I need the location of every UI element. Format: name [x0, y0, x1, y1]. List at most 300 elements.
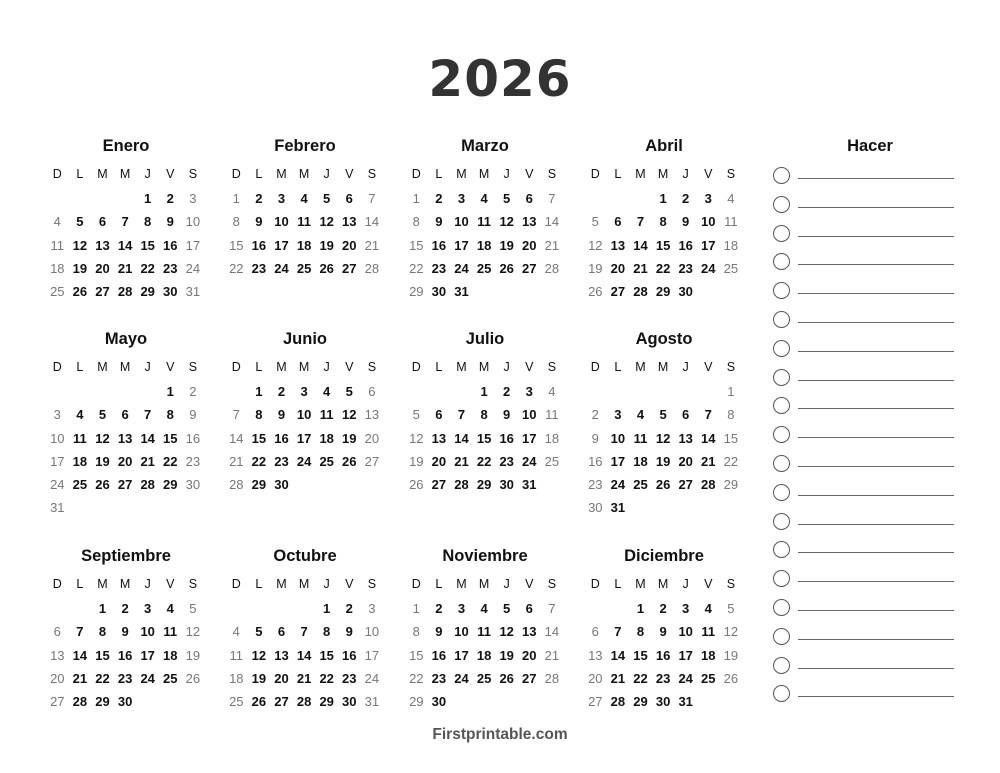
todo-title: Hacer	[847, 137, 893, 155]
weekday-header: M	[276, 360, 287, 374]
todo-item[interactable]	[773, 484, 958, 504]
day-cell: 31	[185, 284, 201, 300]
checkbox-circle-icon[interactable]	[773, 570, 790, 587]
day-cell: 7	[300, 624, 308, 640]
day-cell: 22	[633, 670, 648, 686]
weekday-header: V	[525, 360, 534, 374]
day-cell: 5	[503, 191, 511, 206]
day-cell: 5	[503, 601, 511, 616]
day-cell: 22	[409, 670, 424, 686]
empty-cell	[114, 187, 137, 210]
weekday-header: V	[525, 577, 534, 591]
day-cell: 2	[503, 384, 511, 399]
day-cell: 18	[633, 453, 648, 469]
day-cell: 17	[50, 453, 65, 469]
day-cell: 18	[72, 453, 88, 469]
day-cell: 12	[342, 407, 357, 423]
day-cell: 6	[435, 407, 443, 423]
day-cell: 15	[251, 430, 267, 446]
todo-write-line[interactable]	[798, 293, 954, 294]
day-cell: 8	[232, 214, 240, 230]
month-title: Abril	[645, 137, 683, 155]
day-cell: 9	[166, 214, 174, 230]
todo-write-line[interactable]	[798, 322, 954, 323]
empty-cell	[293, 473, 316, 496]
weekday-header: D	[411, 577, 421, 591]
todo-write-line[interactable]	[798, 236, 954, 237]
day-cell: 7	[636, 214, 645, 230]
day-cell: 9	[435, 214, 443, 230]
checkbox-circle-icon[interactable]	[773, 513, 790, 530]
footer-brand: Firstprintable.com	[432, 726, 568, 743]
week-row	[405, 667, 565, 690]
empty-cell	[518, 690, 541, 713]
day-cell: 31	[364, 694, 380, 710]
todo-write-line[interactable]	[798, 696, 954, 697]
day-cell: 10	[522, 407, 537, 423]
day-cell: 12	[723, 624, 739, 640]
weekday-header: D	[231, 167, 241, 181]
checkbox-circle-icon[interactable]	[773, 167, 790, 184]
day-cell: 8	[144, 214, 152, 230]
empty-cell	[69, 380, 92, 403]
day-cell: 5	[727, 601, 735, 616]
day-cell: 13	[117, 430, 133, 446]
weekday-header: S	[367, 167, 377, 181]
day-cell: 16	[431, 647, 447, 663]
day-cell: 7	[368, 191, 376, 206]
day-cell: 30	[499, 477, 514, 493]
todo-write-line[interactable]	[798, 408, 954, 409]
day-cell: 9	[682, 214, 690, 230]
weekday-header: M	[456, 360, 467, 374]
checkbox-circle-icon[interactable]	[773, 340, 790, 357]
day-cell: 14	[140, 430, 155, 446]
day-cell: 8	[255, 407, 263, 423]
weekday-header: J	[682, 167, 689, 181]
day-cell: 26	[499, 670, 514, 686]
day-cell: 28	[72, 694, 88, 710]
todo-write-line[interactable]	[798, 495, 954, 496]
weekday-header-row	[46, 356, 206, 380]
checkbox-circle-icon[interactable]	[773, 397, 790, 414]
day-cell: 23	[163, 260, 178, 276]
day-cell: 13	[522, 214, 537, 230]
weekday-header: L	[255, 577, 263, 591]
day-cell: 14	[610, 647, 626, 663]
day-cell: 3	[53, 407, 61, 423]
day-cell: 20	[678, 453, 693, 469]
month-title: Octubre	[273, 547, 337, 565]
weekday-header: M	[657, 360, 669, 374]
day-cell: 9	[121, 624, 129, 640]
empty-cell	[629, 380, 652, 403]
empty-cell	[607, 597, 630, 620]
weekday-header: V	[345, 577, 354, 591]
day-cell: 27	[95, 284, 110, 300]
day-cell: 4	[548, 384, 556, 399]
todo-item[interactable]	[773, 657, 958, 677]
weekday-header: M	[478, 577, 490, 591]
todo-item[interactable]	[773, 570, 958, 590]
day-cell: 11	[319, 407, 334, 423]
week-row	[584, 280, 744, 303]
day-cell: 1	[144, 191, 152, 206]
day-cell: 12	[409, 430, 424, 446]
day-cell: 2	[682, 191, 690, 206]
day-cell: 1	[636, 601, 645, 616]
day-cell: 7	[121, 214, 129, 230]
month-title: Mayo	[104, 330, 148, 348]
week-row	[225, 597, 385, 620]
week-row	[584, 257, 744, 280]
empty-cell	[315, 473, 338, 496]
day-cell: 11	[73, 430, 87, 446]
day-cell: 28	[610, 694, 626, 710]
day-cell: 16	[342, 647, 357, 663]
day-cell: 17	[610, 453, 626, 469]
week-row	[405, 210, 565, 233]
weekday-header: L	[435, 360, 443, 374]
day-cell: 9	[659, 624, 667, 640]
day-cell: 7	[548, 601, 556, 616]
empty-cell	[584, 597, 607, 620]
day-cell: 29	[476, 477, 492, 493]
day-cell: 11	[477, 214, 491, 230]
todo-write-line[interactable]	[798, 264, 954, 265]
day-cell: 6	[525, 601, 533, 616]
day-cell: 1	[323, 601, 331, 616]
day-cell: 19	[655, 453, 671, 469]
empty-cell	[495, 280, 518, 303]
todo-item[interactable]	[773, 599, 958, 619]
day-cell: 21	[117, 260, 133, 276]
todo-item[interactable]	[773, 685, 958, 705]
weekday-header: V	[166, 167, 175, 181]
week-row	[46, 187, 206, 210]
week-row	[584, 690, 744, 713]
day-cell: 9	[591, 430, 599, 446]
weekday-header: D	[52, 360, 62, 374]
day-cell: 12	[499, 214, 514, 230]
week-row	[584, 210, 744, 233]
day-cell: 26	[723, 670, 739, 686]
day-cell: 25	[163, 670, 178, 686]
day-cell: 12	[588, 237, 603, 253]
day-cell: 22	[140, 260, 155, 276]
empty-cell	[225, 597, 248, 620]
day-cell: 15	[633, 647, 648, 663]
day-cell: 14	[544, 214, 560, 230]
week-row	[225, 473, 385, 496]
day-cell: 21	[544, 237, 560, 253]
checkbox-circle-icon[interactable]	[773, 282, 790, 299]
day-cell: 17	[678, 647, 693, 663]
todo-item[interactable]	[773, 455, 958, 475]
todo-write-line[interactable]	[798, 380, 954, 381]
todo-item[interactable]	[773, 369, 958, 389]
day-cell: 22	[163, 453, 178, 469]
checkbox-circle-icon[interactable]	[773, 311, 790, 328]
todo-write-line[interactable]	[798, 524, 954, 525]
day-cell: 24	[140, 670, 155, 686]
todo-write-line[interactable]	[798, 610, 954, 611]
day-cell: 3	[368, 601, 376, 616]
day-cell: 4	[704, 601, 712, 616]
day-cell: 12	[319, 214, 334, 230]
checkbox-circle-icon[interactable]	[773, 253, 790, 270]
day-cell: 10	[274, 214, 289, 230]
empty-cell	[697, 280, 720, 303]
todo-item[interactable]	[773, 426, 958, 446]
day-cell: 31	[678, 694, 693, 710]
day-cell: 14	[544, 624, 560, 640]
week-row	[405, 257, 565, 280]
weekday-header: D	[590, 167, 600, 181]
day-cell: 23	[655, 670, 671, 686]
day-cell: 27	[364, 453, 380, 469]
day-cell: 27	[342, 260, 357, 276]
week-row	[46, 427, 206, 450]
empty-cell	[629, 187, 652, 210]
todo-item[interactable]	[773, 282, 958, 302]
empty-cell	[159, 496, 182, 519]
weekday-header: M	[97, 577, 108, 591]
day-cell: 4	[480, 601, 488, 616]
todo-write-line[interactable]	[798, 581, 954, 582]
todo-item[interactable]	[773, 628, 958, 648]
todo-item[interactable]	[773, 397, 958, 417]
week-row	[405, 403, 565, 426]
day-cell: 23	[499, 453, 514, 469]
weekday-header: L	[76, 577, 84, 591]
weekday-header-row	[225, 356, 385, 380]
day-cell: 16	[678, 237, 693, 253]
todo-write-line[interactable]	[798, 639, 954, 640]
day-cell: 5	[659, 407, 667, 423]
week-row	[46, 450, 206, 473]
day-cell: 15	[409, 237, 424, 253]
checkbox-circle-icon[interactable]	[773, 599, 790, 616]
day-cell: 7	[614, 624, 622, 640]
weekday-header: M	[298, 577, 310, 591]
weekday-header: L	[614, 577, 622, 591]
weekday-header: M	[119, 577, 131, 591]
todo-write-line[interactable]	[798, 437, 954, 438]
weekday-header-row	[405, 163, 565, 187]
todo-write-line[interactable]	[798, 178, 954, 179]
todo-write-line[interactable]	[798, 207, 954, 208]
empty-cell	[652, 496, 675, 519]
checkbox-circle-icon[interactable]	[773, 628, 790, 645]
todo-item[interactable]	[773, 225, 958, 245]
day-cell: 24	[185, 260, 201, 276]
day-cell: 2	[277, 384, 286, 399]
empty-cell	[338, 473, 361, 496]
day-cell: 21	[296, 670, 312, 686]
day-cell: 16	[655, 647, 671, 663]
week-row	[405, 427, 565, 450]
week-row	[225, 667, 385, 690]
day-cell: 20	[431, 453, 447, 469]
day-cell: 18	[163, 647, 178, 663]
day-cell: 19	[342, 430, 357, 446]
day-cell: 22	[229, 260, 244, 276]
todo-item[interactable]	[773, 541, 958, 561]
day-cell: 7	[704, 407, 712, 423]
day-cell: 23	[431, 260, 447, 276]
day-cell: 24	[296, 453, 312, 469]
weekday-header: D	[590, 577, 600, 591]
day-cell: 3	[704, 191, 712, 206]
checkbox-circle-icon[interactable]	[773, 426, 790, 443]
day-cell: 23	[274, 453, 289, 469]
month-title: Diciembre	[624, 547, 704, 565]
todo-item[interactable]	[773, 513, 958, 533]
day-cell: 20	[50, 670, 65, 686]
day-cell: 23	[431, 670, 447, 686]
day-cell: 18	[723, 237, 739, 253]
weekday-header: J	[682, 360, 689, 374]
weekday-header: S	[188, 167, 198, 181]
day-cell: 17	[701, 237, 716, 253]
week-row	[225, 427, 385, 450]
day-cell: 17	[454, 237, 469, 253]
week-row	[584, 496, 744, 519]
day-cell: 16	[251, 237, 267, 253]
day-cell: 11	[701, 624, 716, 640]
day-cell: 18	[319, 430, 334, 446]
month-title: Marzo	[461, 137, 509, 155]
week-row	[584, 473, 744, 496]
day-cell: 27	[274, 694, 289, 710]
checkbox-circle-icon[interactable]	[773, 369, 790, 386]
month-title: Septiembre	[81, 547, 171, 565]
weekday-header-row	[584, 573, 744, 597]
todo-write-line[interactable]	[798, 668, 954, 669]
todo-item[interactable]	[773, 311, 958, 331]
day-cell: 17	[185, 237, 201, 253]
day-cell: 10	[140, 624, 155, 640]
day-cell: 27	[588, 694, 603, 710]
day-cell: 14	[454, 430, 469, 446]
weekday-header: M	[657, 577, 669, 591]
day-cell: 18	[476, 237, 492, 253]
weekday-header: J	[144, 167, 151, 181]
day-cell: 2	[591, 407, 599, 423]
day-cell: 25	[50, 284, 65, 300]
day-cell: 5	[255, 624, 263, 640]
weekday-header-row	[225, 163, 385, 187]
day-cell: 10	[454, 624, 469, 640]
day-cell: 14	[229, 430, 244, 446]
day-cell: 20	[274, 670, 289, 686]
todo-write-line[interactable]	[798, 466, 954, 467]
todo-item[interactable]	[773, 253, 958, 273]
day-cell: 5	[323, 191, 331, 206]
todo-item[interactable]	[773, 167, 958, 187]
day-cell: 26	[655, 477, 671, 493]
day-cell: 28	[701, 477, 716, 493]
day-cell: 15	[95, 647, 110, 663]
weekday-header: L	[614, 360, 622, 374]
day-cell: 26	[185, 670, 201, 686]
day-cell: 6	[98, 214, 107, 230]
day-cell: 1	[480, 384, 488, 399]
checkbox-circle-icon[interactable]	[773, 455, 790, 472]
week-row	[584, 667, 744, 690]
checkbox-circle-icon[interactable]	[773, 225, 790, 242]
day-cell: 30	[431, 284, 447, 300]
weekday-header: M	[478, 167, 490, 181]
weekday-header: J	[503, 577, 510, 591]
day-cell: 20	[117, 453, 133, 469]
day-cell: 19	[185, 647, 201, 663]
day-cell: 14	[633, 237, 648, 253]
checkbox-circle-icon[interactable]	[773, 657, 790, 674]
day-cell: 8	[166, 407, 174, 423]
day-cell: 20	[95, 260, 110, 276]
todo-write-line[interactable]	[798, 552, 954, 553]
weekday-header: D	[52, 577, 62, 591]
day-cell: 1	[98, 601, 107, 616]
weekday-header: J	[503, 167, 510, 181]
day-cell: 25	[72, 477, 88, 493]
day-cell: 4	[76, 407, 84, 423]
week-row	[46, 380, 206, 403]
empty-cell	[293, 597, 316, 620]
day-cell: 1	[166, 384, 174, 399]
day-cell: 1	[727, 384, 735, 399]
day-cell: 28	[296, 694, 312, 710]
day-cell: 14	[72, 647, 88, 663]
week-row	[405, 644, 565, 667]
todo-write-line[interactable]	[798, 351, 954, 352]
day-cell: 6	[368, 384, 376, 399]
day-cell: 6	[614, 214, 622, 230]
empty-cell	[584, 187, 607, 210]
empty-cell	[136, 690, 159, 713]
day-cell: 24	[50, 477, 65, 493]
week-row	[405, 450, 565, 473]
day-cell: 3	[682, 601, 690, 616]
todo-item[interactable]	[773, 340, 958, 360]
day-cell: 2	[435, 601, 443, 616]
day-cell: 13	[95, 237, 110, 253]
day-cell: 16	[117, 647, 133, 663]
day-cell: 10	[50, 430, 65, 446]
day-cell: 19	[95, 453, 110, 469]
checkbox-circle-icon[interactable]	[773, 541, 790, 558]
day-cell: 30	[431, 694, 447, 710]
empty-cell	[46, 380, 69, 403]
day-cell: 22	[723, 453, 739, 469]
checkbox-circle-icon[interactable]	[773, 685, 790, 702]
day-cell: 7	[548, 191, 556, 206]
day-cell: 15	[163, 430, 178, 446]
todo-item[interactable]	[773, 196, 958, 216]
checkbox-circle-icon[interactable]	[773, 484, 790, 501]
empty-cell	[248, 597, 271, 620]
day-cell: 28	[454, 477, 469, 493]
day-cell: 29	[251, 477, 267, 493]
day-cell: 31	[454, 284, 469, 300]
day-cell: 23	[342, 670, 357, 686]
day-cell: 25	[476, 260, 492, 276]
week-row	[46, 210, 206, 233]
weekday-header: V	[345, 167, 354, 181]
checkbox-circle-icon[interactable]	[773, 196, 790, 213]
